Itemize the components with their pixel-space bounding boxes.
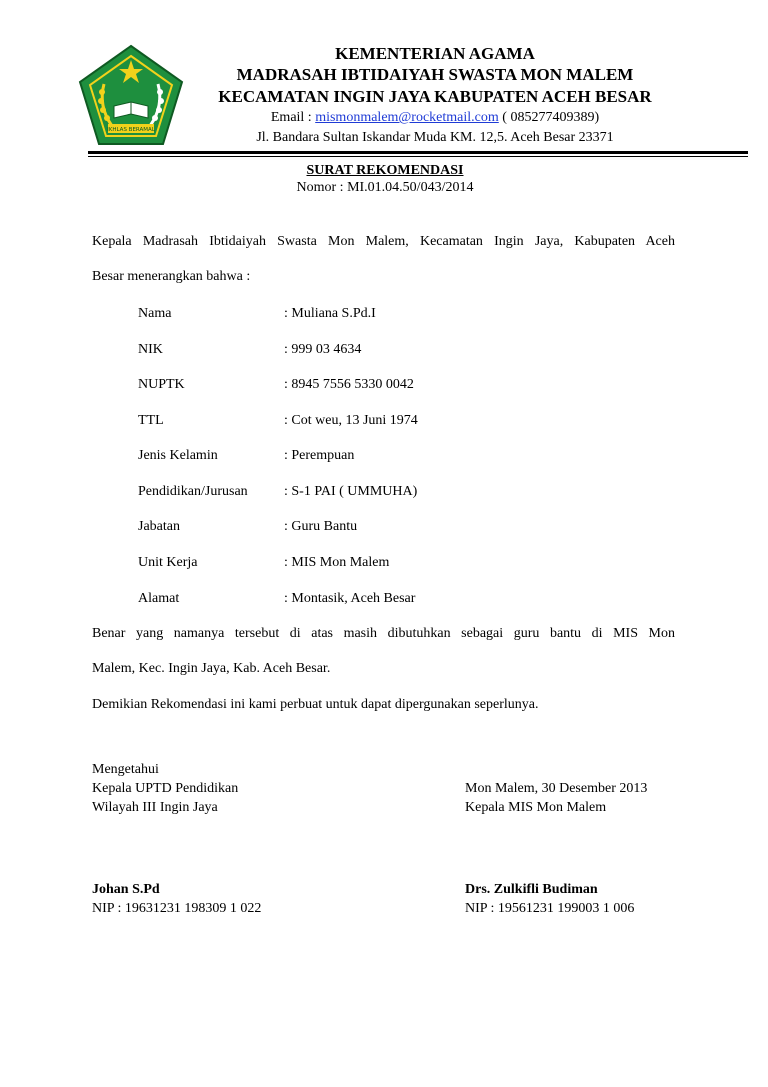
- contact-line: [190, 108, 680, 128]
- ministry-name: KEMENTERIAN AGAMA: [335, 44, 535, 63]
- left-signer-name: Johan S.Pd: [92, 882, 160, 897]
- signature-left-name-block: [92, 880, 261, 918]
- left-signer-nip: NIP : 19631231 198309 1 022: [92, 901, 262, 916]
- intro-line-2: Besar menerangkan bahwa :: [92, 269, 251, 284]
- field-value-jabatan: : Guru Bantu: [284, 519, 358, 534]
- kemenag-logo: [76, 44, 186, 148]
- field-value-nuptk: : 8945 7556 5330 0042: [284, 377, 414, 392]
- acknowledge-label: Mengetahui: [92, 762, 159, 777]
- left-position-1: Kepala UPTD Pendidikan: [92, 781, 239, 796]
- email-prefix: Email :: [270, 110, 316, 125]
- address-line: Jl. Bandara Sultan Iskandar Muda KM. 12,5. Aceh Besar 23371: [256, 130, 614, 145]
- svg-text:IKHLAS BERAMAL: IKHLAS BERAMAL: [107, 127, 155, 133]
- field-label-jenis-kelamin: Jenis Kelamin: [138, 448, 218, 463]
- district-name: KECAMATAN INGIN JAYA KABUPATEN ACEH BESAR: [218, 87, 652, 106]
- signature-left: [92, 760, 238, 817]
- signature-right: [465, 779, 647, 817]
- place-date: Mon Malem, 30 Desember 2013: [465, 781, 648, 796]
- field-value-unit-kerja: : MIS Mon Malem: [284, 555, 390, 570]
- field-label-nama: Nama: [138, 306, 172, 321]
- letterhead: [190, 43, 680, 148]
- body-paragraph-1-line-1: Benar yang namanya tersebut di atas masih dibutuhkan sebagai guru bantu di MIS Mon: [92, 626, 675, 641]
- field-value-pendidikan: : S-1 PAI ( UMMUHA): [284, 484, 418, 499]
- field-value-nik: : 999 03 4634: [284, 342, 362, 357]
- field-label-unit-kerja: Unit Kerja: [138, 555, 198, 570]
- letterhead-divider-thick: [88, 151, 748, 154]
- letter-number: Nomor : MI.01.04.50/043/2014: [296, 180, 474, 195]
- letterhead-divider-thin: [88, 156, 748, 157]
- letter-heading: SURAT REKOMENDASI: [306, 163, 464, 178]
- phone-number: ( 085277409389): [498, 110, 600, 125]
- field-label-nuptk: NUPTK: [138, 377, 185, 392]
- field-label-pendidikan: Pendidikan/Jurusan: [138, 484, 248, 499]
- field-label-jabatan: Jabatan: [138, 519, 180, 534]
- right-position: Kepala MIS Mon Malem: [465, 800, 607, 815]
- letter-title: [230, 162, 540, 196]
- field-value-jenis-kelamin: : Perempuan: [284, 448, 355, 463]
- field-label-nik: NIK: [138, 342, 163, 357]
- field-value-alamat: : Montasik, Aceh Besar: [284, 591, 416, 606]
- email-link[interactable]: mismonmalem@rocketmail.com: [315, 110, 499, 125]
- field-label-ttl: TTL: [138, 413, 164, 428]
- body-paragraph-2: Demikian Rekomendasi ini kami perbuat untuk dapat dipergunakan seperlunya.: [92, 697, 539, 712]
- right-signer-name: Drs. Zulkifli Budiman: [465, 882, 598, 897]
- field-label-alamat: Alamat: [138, 591, 180, 606]
- field-value-nama: : Muliana S.Pd.I: [284, 306, 376, 321]
- school-name: MADRASAH IBTIDAIYAH SWASTA MON MALEM: [236, 65, 634, 84]
- body-paragraph-1-line-2: Malem, Kec. Ingin Jaya, Kab. Aceh Besar.: [92, 661, 331, 676]
- right-signer-nip: NIP : 19561231 199003 1 006: [465, 901, 635, 916]
- left-position-2: Wilayah III Ingin Jaya: [92, 800, 218, 815]
- signature-right-name-block: [465, 880, 634, 918]
- field-value-ttl: : Cot weu, 13 Juni 1974: [284, 413, 418, 428]
- intro-line-1: Kepala Madrasah Ibtidaiyah Swasta Mon Malem, Kecamatan Ingin Jaya, Kabupaten Aceh: [92, 234, 675, 249]
